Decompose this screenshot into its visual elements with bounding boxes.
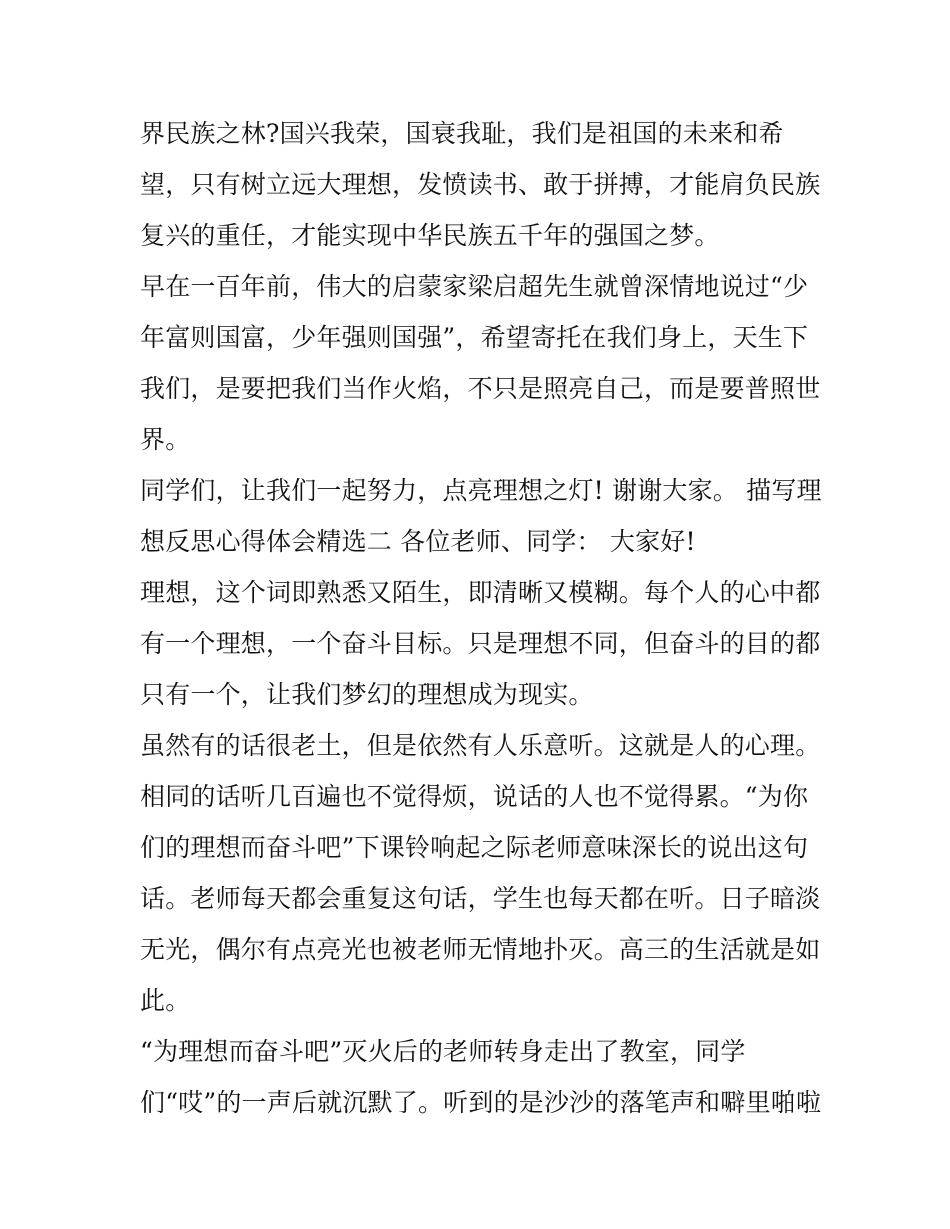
text-line: 此。 [140, 986, 191, 1015]
text-line: 同学们，让我们一起努力，点亮理想之灯! 谢谢大家。 描写理 [140, 476, 822, 505]
text-line: 我们，是要把我们当作火焰，不只是照亮自己，而是要普照世 [140, 374, 821, 403]
text-line: 相同的话听几百遍也不觉得烦，说话的人也不觉得累。“为你 [140, 782, 809, 811]
text-line: “为理想而奋斗吧”灭火后的老师转身走出了教室，同学 [140, 1037, 746, 1066]
text-line: 无光，偶尔有点亮光也被老师无情地扑灭。高三的生活就是如 [140, 935, 821, 964]
text-line: 虽然有的话很老土，但是依然有人乐意听。这就是人的心理。 [140, 731, 821, 760]
text-line: 话。老师每天都会重复这句话，学生也每天都在听。日子暗淡 [140, 884, 821, 913]
text-line: 界。 [140, 425, 191, 454]
text-line: 年富则国富，少年强则国强”，希望寄托在我们身上，天生下 [140, 323, 809, 352]
text-line: 界民族之林?国兴我荣，国衰我耻，我们是祖国的未来和希 [140, 119, 784, 148]
text-line: 们的理想而奋斗吧”下课铃响起之际老师意味深长的说出这句 [140, 833, 809, 862]
text-line: 只有一个，让我们梦幻的理想成为现实。 [140, 680, 594, 709]
text-line: 望，只有树立远大理想，发愤读书、敢于拼搏，才能肩负民族 [140, 170, 821, 199]
text-line: 有一个理想，一个奋斗目标。只是理想不同，但奋斗的目的都 [140, 629, 821, 658]
text-line: 早在一百年前，伟大的启蒙家梁启超先生就曾深情地说过“少 [140, 272, 809, 301]
body-text [140, 108, 820, 1128]
text-line: 想反思心得体会精选二 各位老师、同学： 大家好! [140, 527, 696, 556]
text-line: 理想，这个词即熟悉又陌生，即清晰又模糊。每个人的心中都 [140, 578, 821, 607]
text-line: 复兴的重任，才能实现中华民族五千年的强国之梦。 [140, 221, 720, 250]
text-line: 们“哎”的一声后就沉默了。听到的是沙沙的落笔声和噼里啪啦 [140, 1088, 822, 1117]
